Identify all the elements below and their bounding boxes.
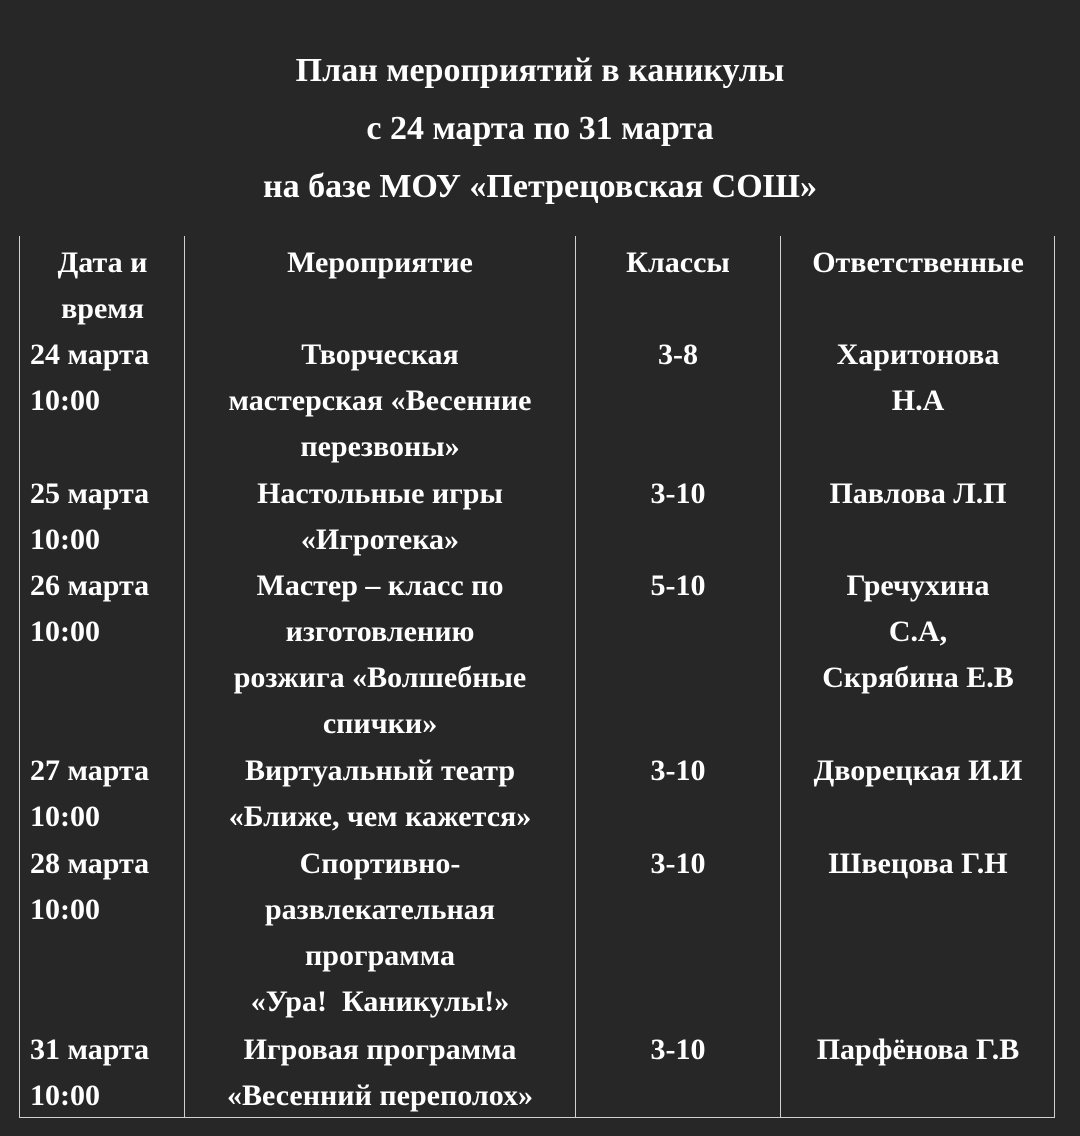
row-event-line: Игровая программа xyxy=(243,1033,517,1066)
row-date-line: 27 марта xyxy=(30,754,150,787)
row-classes: 3-10 xyxy=(650,477,706,510)
header-responsible: Ответственные xyxy=(812,246,1024,279)
row-classes: 5-10 xyxy=(650,569,706,602)
header-classes: Классы xyxy=(626,246,730,279)
row-event-line: Творческая xyxy=(301,338,459,371)
row-classes: 3-8 xyxy=(658,338,698,371)
title-line-1: План мероприятий в каникулы xyxy=(295,52,785,89)
row-responsible-line: Швецова Г.Н xyxy=(828,847,1008,880)
header-date xyxy=(20,240,185,332)
row-responsible-line: Павлова Л.П xyxy=(829,477,1007,510)
row-responsible xyxy=(781,748,1055,794)
row-time-line: 10:00 xyxy=(30,523,100,556)
row-event-line: Спортивно- xyxy=(299,847,461,880)
row-time-line: 10:00 xyxy=(30,384,100,417)
row-classes: 3-10 xyxy=(650,847,706,880)
row-date xyxy=(30,1027,185,1119)
row-date-line: 25 марта xyxy=(30,477,150,510)
header-date-line-2: время xyxy=(61,292,144,325)
row-event-line: изготовлению xyxy=(285,615,475,648)
row-responsible-line: С.А, xyxy=(888,615,948,648)
title-line-2: с 24 марта по 31 марта xyxy=(366,110,714,147)
row-classes: 3-10 xyxy=(650,754,706,787)
row-event-line: Настольные игры xyxy=(257,477,503,510)
row-event-line: «Ближе, чем кажется» xyxy=(228,800,532,833)
row-event-line: мастерская «Весенние xyxy=(228,384,532,417)
row-time-line: 10:00 xyxy=(30,615,100,648)
row-event xyxy=(185,1027,575,1119)
row-responsible-line: Гречухина xyxy=(846,569,990,602)
row-responsible-line: Парфёнова Г.В xyxy=(816,1033,1020,1066)
row-event-line: «Ура! Каникулы!» xyxy=(250,985,510,1018)
header-event: Мероприятие xyxy=(287,246,473,279)
row-event xyxy=(185,332,575,470)
row-responsible-line: Н.А xyxy=(891,384,945,417)
row-event-line: «Весенний переполох» xyxy=(227,1079,533,1112)
row-responsible xyxy=(781,332,1055,424)
row-date-line: 28 марта xyxy=(30,847,150,880)
row-event xyxy=(185,841,575,1025)
row-responsible-line: Харитонова xyxy=(836,338,1000,371)
document-title xyxy=(0,42,1080,216)
row-date-line: 26 марта xyxy=(30,569,150,602)
row-date xyxy=(30,563,185,655)
row-event xyxy=(185,748,575,840)
row-event-line: спички» xyxy=(322,707,438,740)
row-responsible xyxy=(781,471,1055,517)
header-date-line-1: Дата и xyxy=(57,246,148,279)
row-time-line: 10:00 xyxy=(30,893,100,926)
row-event-line: развлекательная xyxy=(264,893,495,926)
row-event-line: «Игротека» xyxy=(300,523,460,556)
row-event-line: розжига «Волшебные xyxy=(233,661,527,694)
row-date xyxy=(30,332,185,424)
row-time-line: 10:00 xyxy=(30,1079,100,1112)
row-event-line: программа xyxy=(305,939,455,972)
row-responsible xyxy=(781,563,1055,701)
row-event xyxy=(185,471,575,563)
row-classes: 3-10 xyxy=(650,1033,706,1066)
row-event-line: Виртуальный театр xyxy=(244,754,516,787)
row-responsible xyxy=(781,1027,1055,1073)
row-date xyxy=(30,841,185,933)
table-border-left xyxy=(19,236,20,1118)
row-responsible xyxy=(781,841,1055,887)
title-line-3: на базе МОУ «Петрецовская СОШ» xyxy=(263,168,817,205)
row-date xyxy=(30,748,185,840)
row-event xyxy=(185,563,575,747)
row-event-line: Мастер – класс по xyxy=(256,569,504,602)
row-responsible-line: Скрябина Е.В xyxy=(822,661,1014,694)
row-date-line: 24 марта xyxy=(30,338,150,371)
row-responsible-line: Дворецкая И.И xyxy=(813,754,1023,787)
row-event-line: перезвоны» xyxy=(300,430,460,463)
row-time-line: 10:00 xyxy=(30,800,100,833)
row-date xyxy=(30,471,185,563)
row-date-line: 31 марта xyxy=(30,1033,150,1066)
